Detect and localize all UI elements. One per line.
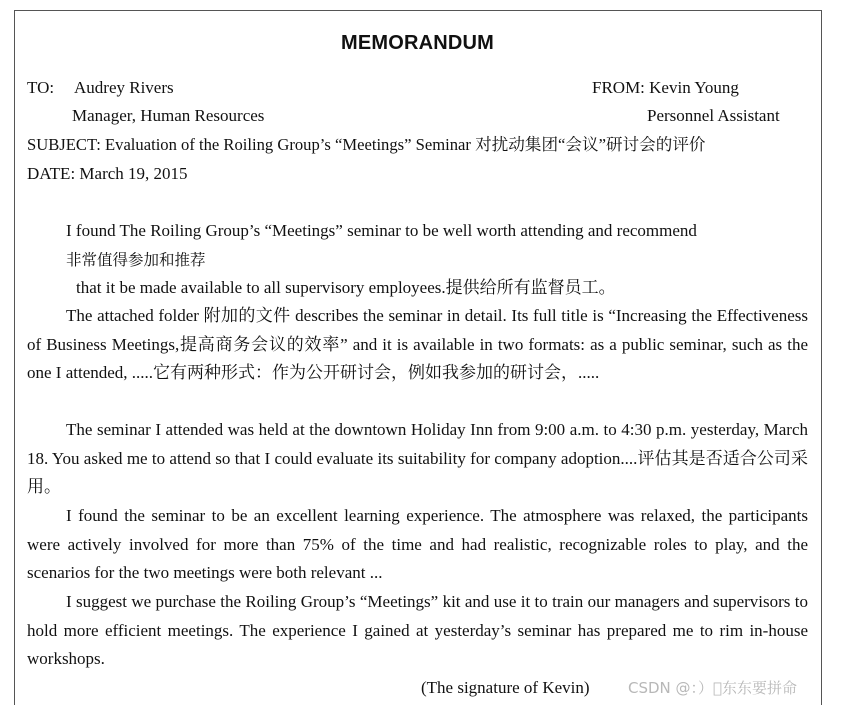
to-title: Manager, Human Resources <box>72 106 265 125</box>
watermark: CSDN @：） 东东要拼命 <box>628 679 798 697</box>
date-line: DATE: March 19, 2015 <box>27 164 188 183</box>
subject-line: SUBJECT: Evaluation of the Roiling Group’s “Meetings” Seminar 对扰动集团“会议”研讨会的评价 <box>27 135 706 154</box>
memo-title: MEMORANDUM <box>340 32 495 54</box>
paragraph-4: I found the seminar to be an excellent learning experience. The atmosphere was relaxed, the participants were actively involved for more than 75% of the time and had realistic, recognizable roles to play, and the scenarios for the two meetings were both relevant ... <box>27 506 808 583</box>
paragraph-1-line-2: 非常值得参加和推荐 <box>66 251 206 269</box>
paragraph-1-line-1: I found The Roiling Group’s “Meetings” seminar to be well worth attending and recommend <box>66 221 697 240</box>
from-line: FROM: Kevin Young <box>592 78 739 97</box>
paragraph-2: The attached folder 附加的文件 describes the seminar in detail. Its full title is “Increasing the Effectiveness of Business Meetings,提高商务会议的效率” and it is available in two formats: as a public seminar, such as the one I attended, .....它有两种形式：作为公开研讨会，例如我参加的研讨会，..... <box>27 306 808 383</box>
from-title: Personnel Assistant <box>647 106 780 125</box>
to-name: Audrey Rivers <box>74 78 174 97</box>
signature-line: (The signature of Kevin) <box>421 678 590 697</box>
paragraph-5: I suggest we purchase the Roiling Group’s “Meetings” kit and use it to train our managers and supervisors to hold more efficient meetings. The experience I gained at yesterday’s seminar has prepared me to rim in-house workshops. <box>27 592 808 669</box>
paragraph-3: The seminar I attended was held at the downtown Holiday Inn from 9:00 a.m. to 4:30 p.m. yesterday, March 18. You asked me to attend so that I could evaluate its suitability for company adoption....评估其是否适合公司采用。 <box>27 420 808 497</box>
paragraph-1-line-3: that it be made available to all supervisory employees.提供给所有监督员工。 <box>76 278 616 297</box>
to-label: TO: <box>27 78 55 97</box>
